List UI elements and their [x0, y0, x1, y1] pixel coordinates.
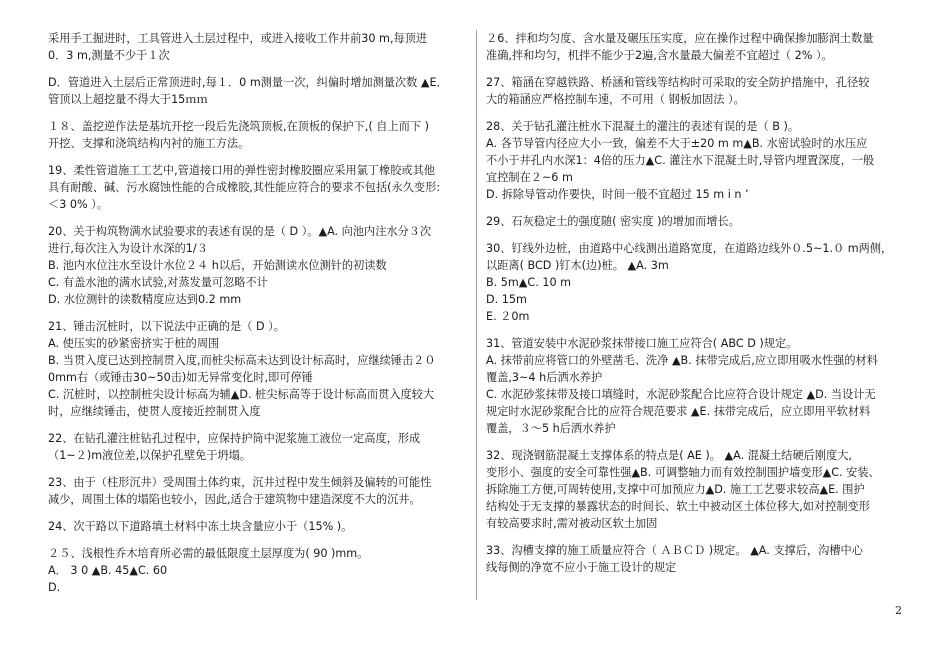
question-paragraph: [48, 162, 466, 213]
question-paragraph: [486, 447, 906, 532]
text-line: C. 有盖水池的满水试验,对蒸发量可忽略不计: [48, 276, 268, 289]
text-line: 时，应继续锤击，使贯人度接近控制贯入度: [48, 405, 261, 418]
text-line: 减少，周围土体的塌陷也较小，因此,适合于建筑物中建造深度不大的沉井。: [48, 493, 421, 506]
question-paragraph: [486, 213, 906, 230]
question-paragraph: [486, 240, 906, 325]
text-line: D．管道进入土层后正常顶进时,每１．0 m测量一次，纠偏时增加测量次数 ▲E．: [48, 76, 448, 89]
text-line: ２6、拌和均匀度、含水量及碾压压实度，应在操作过程中确保掺加膨润土数量: [486, 32, 874, 45]
question-paragraph: [48, 518, 466, 535]
text-line: 采用手工掘进时，工具管进入土层过程中，或进入接收工作井前30 m,每顶进: [48, 32, 428, 45]
text-line: B. 当贯入度已达到控制贯入度,而桩尖标高未达到设计标高时，应继续锤击２０: [48, 354, 436, 367]
text-line: 准确,拌和均匀，机拌不能少于2遍,含水量最大偏差不宜超过（ 2% ）。: [486, 49, 833, 62]
question-paragraph: [48, 118, 466, 152]
text-line: 拆除施工方便,可周转使用,支撑中可加预应力▲D. 施工工艺要求较高▲E. 围护: [486, 483, 865, 496]
text-line: 以距离( BCD )钉木(边)桩。 ▲A. 3m: [486, 259, 669, 272]
text-line: 29、石灰稳定土的强度随( 密实度 )的增加而增长。: [486, 215, 740, 228]
text-line: D. 拆除导管动作要快，时间一般不宜超过 15 m i n ’: [486, 188, 749, 201]
text-line: 33、沟槽支撑的施工质量应符合（ ＡＢＣＤ )规定。 ▲A. 支撑后，沟槽中心: [486, 544, 863, 557]
text-line: 进行,每次注入为设计水深的1/３: [48, 242, 208, 255]
text-line: 23、由于（柱形沉井）受周围土体约束，沉井过程中发生倾斜及偏转的可能性: [48, 476, 432, 489]
text-line: 线每侧的净宽不应小于施工设计的规定: [486, 561, 677, 574]
text-line: 20、关于构筑物满水试验要求的表述有误的是（ D ）。▲A. 向池内注水分３次: [48, 225, 432, 238]
text-line: A． 3 0 ▲B. 45▲C. 60: [48, 564, 168, 577]
text-line: １８、盖挖逆作法是基坑开挖一段后先浇筑顶板,在顶板的保护下,( 自上而下 ): [48, 120, 429, 133]
text-line: 开挖、支撑和浇筑结构内衬的施工方法。: [48, 137, 250, 150]
column-divider: [476, 30, 477, 600]
text-line: 覆盖,3~4 h后洒水养护: [486, 371, 603, 384]
text-line: ＜3 0% ）。: [48, 198, 108, 211]
question-paragraph: [48, 223, 466, 308]
right-column: [486, 30, 906, 586]
question-paragraph: [486, 335, 906, 437]
text-line: 21、锤击沉桩时，以下说法中正确的是（ D ）。: [48, 320, 285, 333]
text-line: A. 使压实的砂紧密挤实于桩的周围: [48, 337, 220, 350]
text-line: 变形小、强度的安全可靠性强▲B. 可调整轴力而有效控制围护墙变形▲C. 安装、: [486, 466, 880, 479]
text-line: 27、箱涵在穿越铁路、桥涵和管线等结构时可采取的安全防护措施中，孔径较: [486, 76, 870, 89]
text-line: 22、在钻孔灌注桩钻孔过程中，应保持护筒中泥浆施工液位一定高度，形成: [48, 432, 421, 445]
text-line: B. 池内水位注水至设计水位２４ h以后，开始测读水位测针的初读数: [48, 259, 387, 272]
text-line: 结构处于无支撑的暴露状态的时间长、软土中被动区土体位移大,如对控制变形: [486, 500, 870, 513]
text-line: 31、管道安装中水泥砂浆抹带接口施工应符合( ABC D )规定。: [486, 337, 798, 350]
question-paragraph: [486, 118, 906, 203]
text-line: 0．3 m,测量不少于１次: [48, 49, 170, 62]
text-line: 具有耐酸、碱、污水腐蚀性能的合成橡胶,其性能应符合的要求不包括(永久变形:: [48, 181, 441, 194]
text-line: D. 15m: [486, 293, 527, 306]
text-line: A. 抹带前应将管口的外壁凿毛、洗净 ▲B. 抹带完成后,应立即用吸水性强的材料: [486, 354, 878, 367]
question-paragraph: [486, 30, 906, 64]
text-line: 28、关于钻孔灌注桩水下混凝土的灌注的表述有误的是（ B )。: [486, 120, 800, 133]
text-line: （1~２)m液位差,以保护孔壁免于坍塌。: [48, 449, 252, 462]
text-line: C. 沉桩时，以控制桩尖设计标高为辅▲D. 桩尖标高等于设计标高而贯入度较大: [48, 388, 435, 401]
text-line: 30、钉线外边桩，由道路中心线测出道路宽度，在道路边线外０.5~1.０ m两侧，: [486, 242, 893, 255]
text-line: 24、次干路以下道路填土材料中冻土块含量应小于（15% )。: [48, 520, 353, 533]
text-line: 有较高要求时,需对被动区软土加固: [486, 517, 658, 530]
question-paragraph: [486, 542, 906, 576]
text-line: 0mm右（或锤击30~50击)如无异常变化时,即可停锤: [48, 371, 313, 384]
text-line: 不小于井孔内水深1：4倍的压力▲C. 灌注水下混凝土时,导管内埋置深度，一般: [486, 154, 875, 167]
text-line: D.: [48, 581, 61, 594]
text-line: 19、柔性管道施工工艺中,管道接口用的弹性密封橡胶圈应采用氯丁橡胶或其他: [48, 164, 435, 177]
text-line: 大的箱涵应严格控制车速，不可用（ 钢板加固法 ）。: [486, 93, 745, 106]
text-line: E. ２0m: [486, 310, 530, 323]
text-line: 覆盖，３～5 h后洒水养护: [486, 422, 616, 435]
text-line: B. 5m▲C. 10 m: [486, 276, 572, 289]
question-paragraph: [48, 545, 466, 596]
question-paragraph: [48, 318, 466, 420]
question-paragraph: [48, 430, 466, 464]
text-line: ２５、浅根性乔木培育所必需的最低限度土层厚度为( 90 )mm。: [48, 547, 369, 560]
question-paragraph: [48, 30, 466, 64]
text-line: A. 各节导管内径应大小一致，偏差不大于±20 m m▲B. 水密试验时的水压应: [486, 137, 868, 150]
text-line: 管顶以上超挖量不得大于15ｍｍ: [48, 93, 208, 106]
question-paragraph: [48, 474, 466, 508]
question-paragraph: [48, 74, 466, 108]
left-column: [48, 30, 466, 606]
text-line: 宜控制在２~6 m: [486, 171, 573, 184]
page-number: 2: [895, 604, 902, 617]
text-line: D. 水位测针的读数精度应达到0.2 mm: [48, 293, 242, 306]
question-paragraph: [486, 74, 906, 108]
text-line: 规定时水泥砂浆配合比的应符合规范要求 ▲E. 抹带完成后，应立即用平软材料: [486, 405, 871, 418]
text-line: C. 水泥砂浆抹带及接口填缝时，水泥砂浆配合比应符合设计规定 ▲D. 当设计无: [486, 388, 876, 401]
text-line: 32、现浇钢筋混凝土支撑体系的特点是( AE )。 ▲A. 混凝土结硬后刚度大,: [486, 449, 852, 462]
